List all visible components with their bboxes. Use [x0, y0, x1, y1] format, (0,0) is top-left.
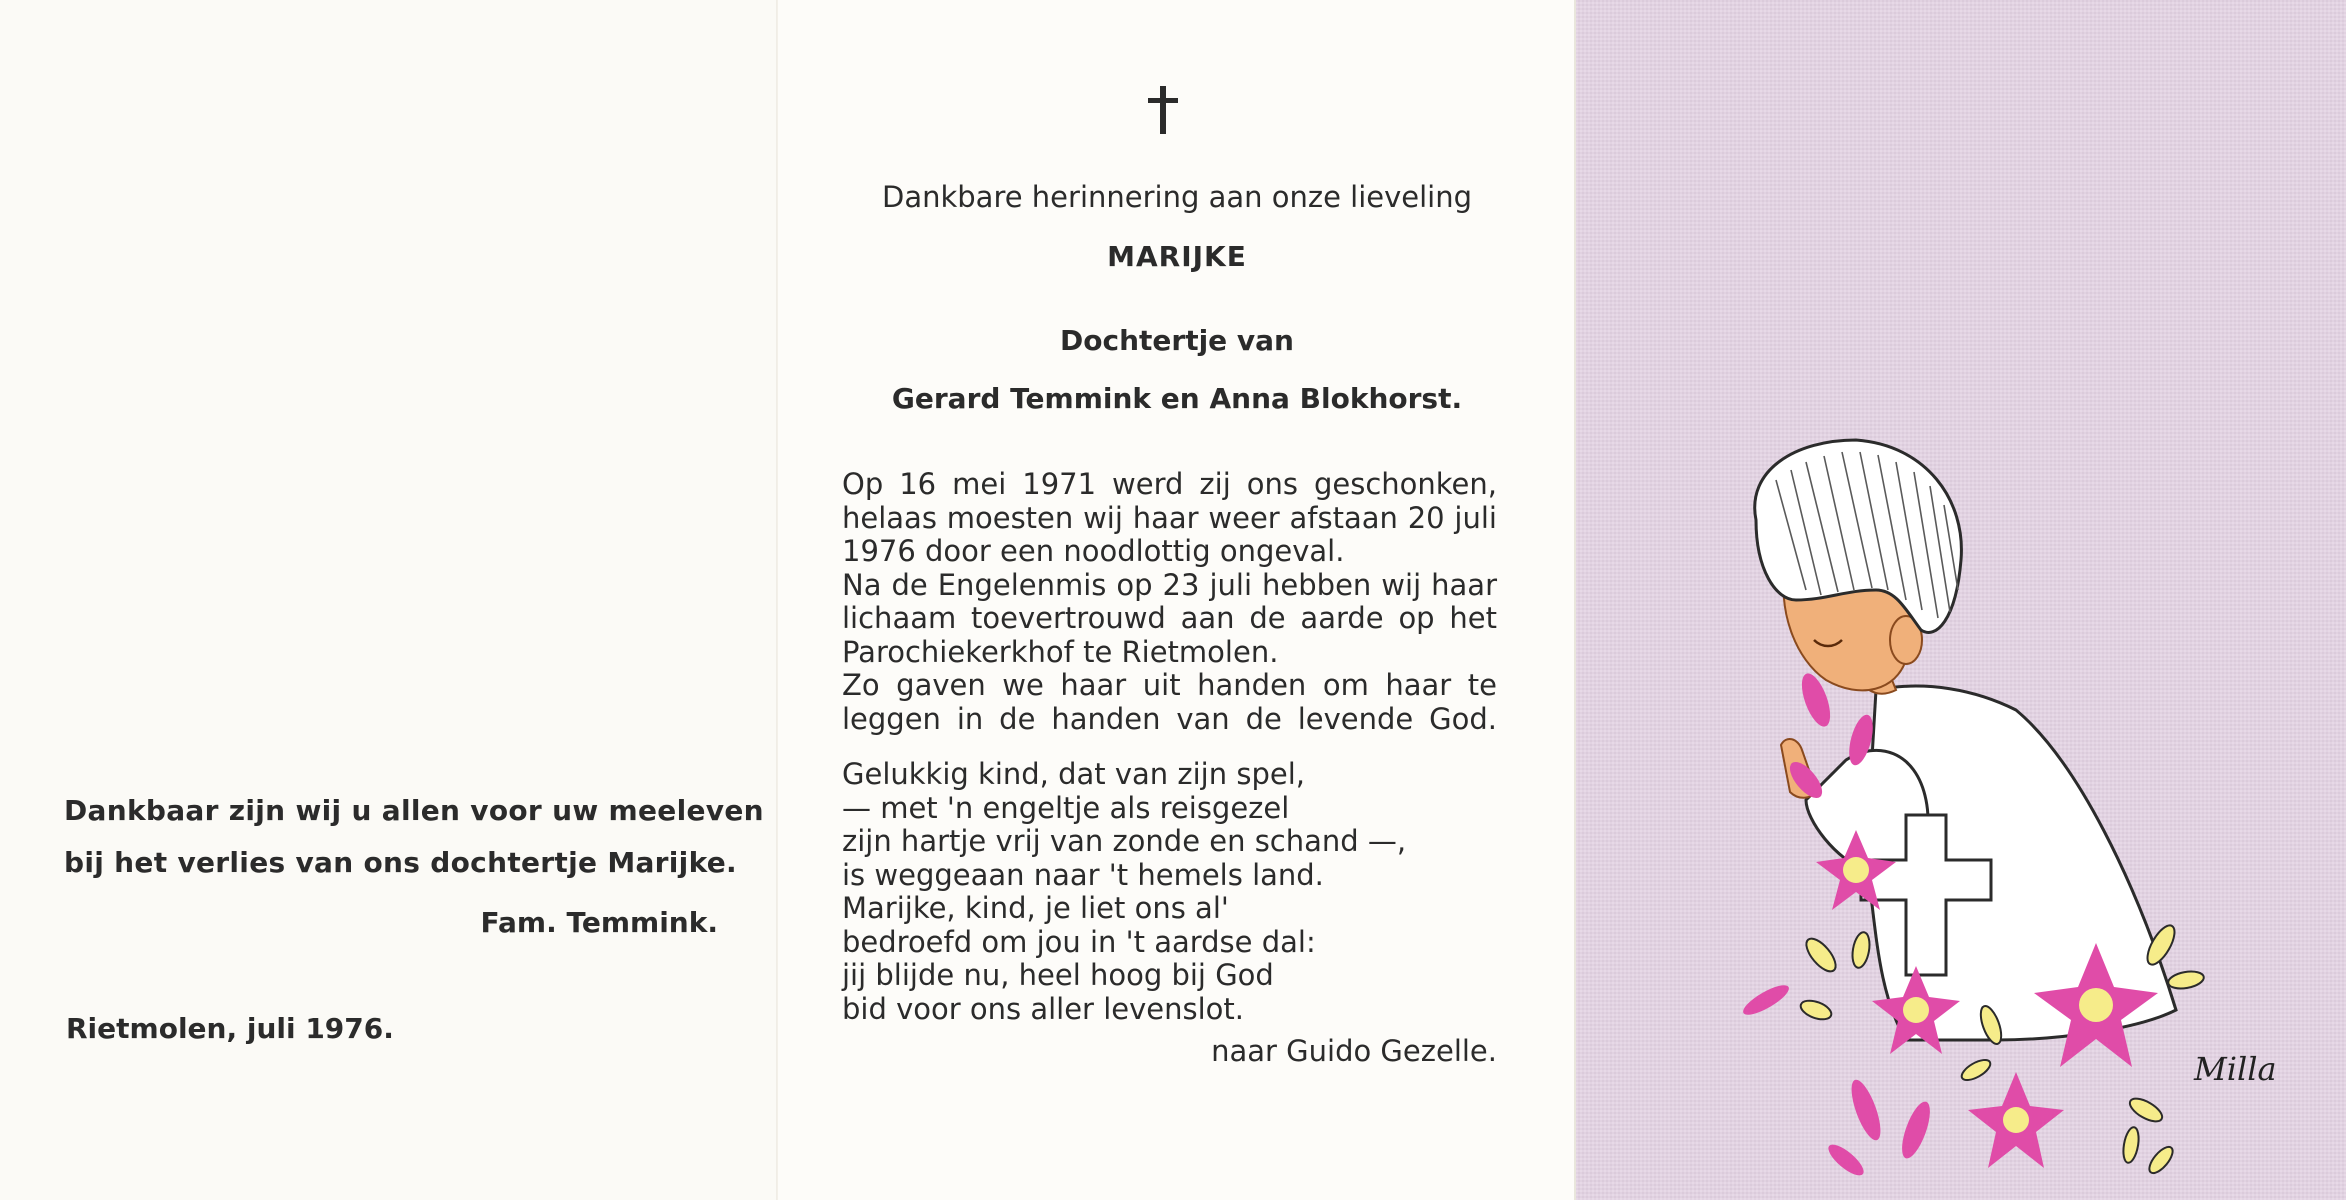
bio-line: helaas moesten wij haar weer afstaan 20 juli: [842, 500, 1497, 535]
praying-child-illustration: [1576, 0, 2346, 1200]
artist-signature: Milla: [2194, 1050, 2277, 1088]
poem-line: — met 'n engeltje als reisgezel: [842, 790, 1290, 825]
bio-line: leggen in de handen van de levende God.: [842, 701, 1497, 736]
bio-line: 1976 door een noodlottig ongeval.: [842, 534, 1345, 568]
bio-line: Parochiekerkhof te Rietmolen.: [842, 634, 1279, 669]
thanks-message: [64, 785, 764, 889]
intro-text: Dankbare herinnering aan onze lieveling: [882, 180, 1472, 214]
cross-icon: [1128, 80, 1198, 140]
poem-line: Gelukkig kind, dat van zijn spel,: [842, 757, 1305, 791]
poem-line: jij blijde nu, heel hoog bij God: [842, 958, 1274, 992]
poem-line: Marijke, kind, je liet ons al': [842, 891, 1229, 925]
thanks-line: bij het verlies van ons dochtertje Marijke.: [64, 846, 737, 879]
family-signature: Fam. Temmink.: [480, 906, 718, 939]
biography: [842, 468, 1497, 736]
bio-line: lichaam toevertrouwd aan de aarde op het: [842, 601, 1497, 635]
parents-names: Gerard Temmink en Anna Blokhorst.: [891, 382, 1463, 415]
deceased-name: MARIJKE: [1107, 240, 1247, 273]
poem-line: bedroefd om jou in 't aardse dal:: [842, 924, 1316, 959]
thanks-line: Dankbaar zijn wij u allen voor uw meeleven: [64, 794, 764, 827]
bio-line: Zo gaven we haar uit handen om haar te: [842, 668, 1497, 702]
poem: [842, 758, 1497, 1026]
bio-line: Op 16 mei 1971 werd zij ons geschonken,: [842, 467, 1497, 501]
poem-line: bid voor ons aller levenslot.: [842, 991, 1244, 1026]
place-date: Rietmolen, juli 1976.: [66, 1012, 394, 1045]
daughter-of: Dochtertje van: [1060, 324, 1294, 357]
bio-line: Na de Engelenmis op 23 juli hebben wij haar: [842, 567, 1497, 602]
poem-attribution: naar Guido Gezelle.: [1211, 1034, 1497, 1068]
poem-line: is weggeaan naar 't hemels land.: [842, 857, 1324, 892]
poem-line: zijn hartje vrij van zonde en schand —,: [842, 824, 1407, 858]
